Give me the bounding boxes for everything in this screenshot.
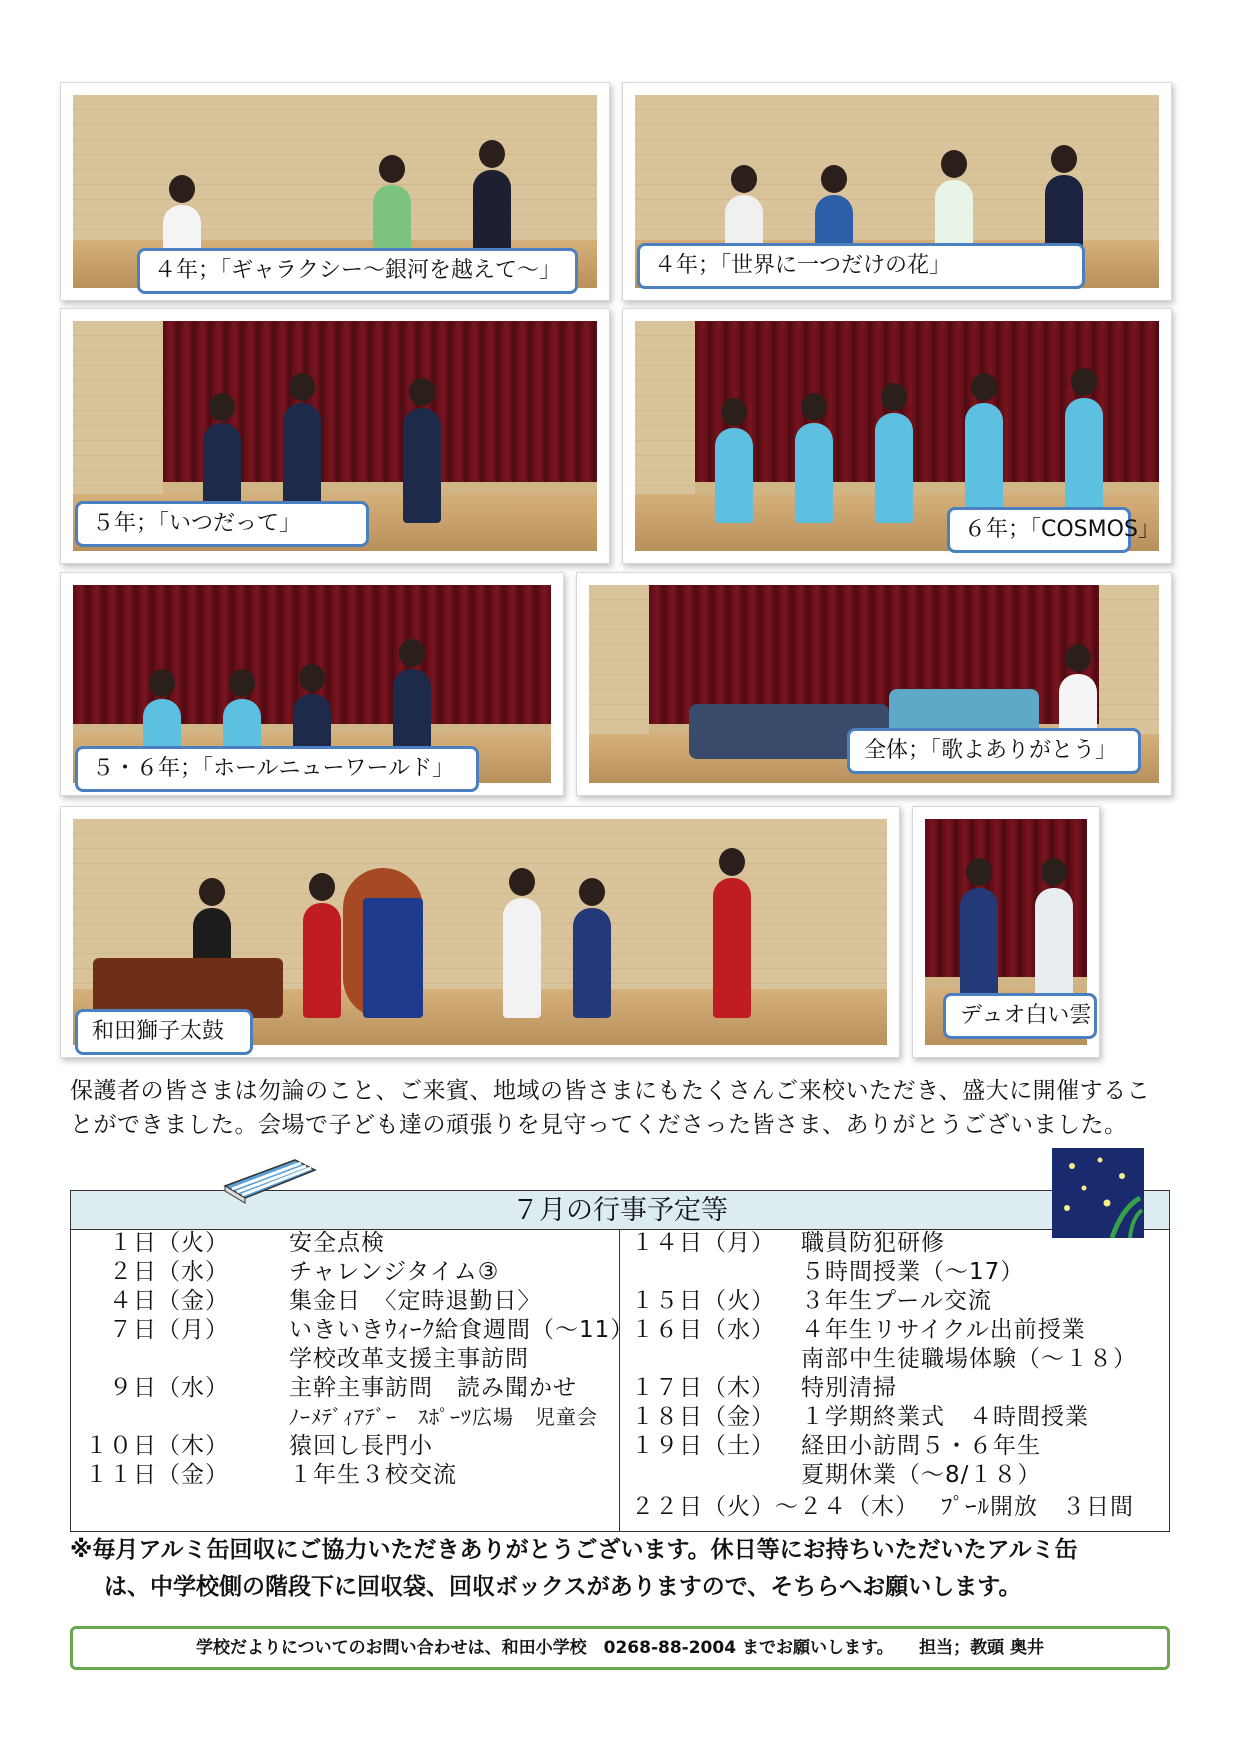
schedule-row [631, 1461, 1041, 1490]
schedule-row [109, 1345, 529, 1374]
schedule-event: ４年生リサイクル出前授業 [801, 1317, 1086, 1343]
schedule-event: 安全点検 [289, 1230, 385, 1256]
schedule-event: 主幹主事訪問 読み聞かせ [289, 1375, 577, 1401]
schedule-row [85, 1461, 457, 1490]
schedule-row [109, 1287, 542, 1316]
schedule-event: 職員防犯研修 [801, 1230, 945, 1256]
schedule-event: 学校改革支援主事訪問 [289, 1346, 529, 1372]
notice-line: ※毎月アルミ缶回収にご協力いただきありがとうございます。休日等にお持ちいただいたアルミ缶 [70, 1537, 1078, 1563]
schedule-date: １８日（金） [631, 1404, 775, 1430]
schedule-row [631, 1374, 897, 1403]
schedule-row [109, 1374, 577, 1403]
schedule-row [631, 1493, 1134, 1522]
photo-caption: ５・６年；「ホールニューワールド」 [75, 746, 479, 792]
schedule-event: ﾉｰﾒﾃﾞｨｱﾃﾞｰ ｽﾎﾟｰﾂ広場 児童会 [289, 1405, 598, 1429]
schedule-event: 猿回し長門小 [289, 1433, 433, 1459]
schedule-title: ７月の行事予定等 [71, 1191, 1169, 1230]
photo-duo-shiroikumo [912, 806, 1100, 1058]
contact-footer: 学校だよりについてのお問い合わせは、和田小学校 0268-88-2004 までお願いします。 担当；教頭 奥井 [70, 1626, 1170, 1670]
schedule-event: 夏期休業（～8/１８） [801, 1462, 1042, 1488]
schedule-date: ４日（金） [109, 1288, 229, 1314]
message-line: 保護者の皆さまは勿論のこと、ご来賓、地域の皆さまにもたくさんご来校いただき、盛大に開催するこ [70, 1078, 1151, 1104]
photo-caption: ５年；「いつだって」 [75, 501, 369, 547]
photo-grade6 [622, 308, 1172, 564]
schedule-date: ２日（水） [109, 1259, 229, 1285]
schedule-table [70, 1190, 1170, 1532]
schedule-row [109, 1258, 499, 1287]
photo-caption: ４年；「世界に一つだけの花」 [637, 243, 1085, 289]
photo-all-students [576, 572, 1172, 796]
notice-line: は、中学校側の階段下に回収袋、回収ボックスがありますので、そちらへお願いします。 [104, 1574, 1022, 1600]
schedule-row [631, 1432, 1041, 1461]
schedule-row [631, 1229, 945, 1258]
schedule-date: １１日（金） [85, 1462, 229, 1488]
pool-lanes-icon [215, 1156, 320, 1204]
photo-grade5 [60, 308, 610, 564]
schedule-event: ﾌﾟｰﾙ開放 ３日間 [941, 1494, 1134, 1520]
recycling-notice [70, 1532, 1180, 1606]
schedule-date: １７日（木） [631, 1375, 775, 1401]
schedule-event: 経田小訪問５・６年生 [801, 1433, 1041, 1459]
schedule-event: いきいきｳｨｰｸ給食週間（～11） [289, 1317, 635, 1343]
schedule-row [631, 1345, 1137, 1374]
schedule-row [109, 1403, 598, 1432]
photo-grade4-galaxy [60, 82, 610, 301]
photo-grade4-flower [622, 82, 1172, 301]
photo-wada-taiko [60, 806, 900, 1058]
schedule-date: １日（火） [109, 1230, 229, 1256]
schedule-event: チャレンジタイム③ [289, 1259, 500, 1285]
schedule-event: 集金日 〈定時退勤日〉 [289, 1288, 542, 1314]
closing-message [70, 1074, 1180, 1142]
photo-caption: ６年；「COSMOS」 [947, 507, 1131, 553]
schedule-row [631, 1403, 1089, 1432]
schedule-date: ２２日（火）～２４（木） [631, 1494, 919, 1520]
schedule-row [631, 1287, 992, 1316]
schedule-date: １６日（水） [631, 1317, 775, 1343]
schedule-left-column [71, 1229, 635, 1531]
schedule-date: ９日（水） [109, 1375, 229, 1401]
schedule-row [109, 1229, 385, 1258]
schedule-row [631, 1258, 1024, 1287]
firefly-night-icon [1052, 1148, 1144, 1238]
photo-caption: ４年；「ギャラクシー～銀河を越えて～」 [137, 248, 578, 294]
schedule-date: １４日（月） [631, 1230, 775, 1256]
message-line: とができました。会場で子ども達の頑張りを見守ってくださった皆さま、ありがとうございました。 [70, 1112, 1128, 1138]
schedule-date: ７日（月） [109, 1317, 229, 1343]
schedule-date: １９日（土） [631, 1433, 775, 1459]
schedule-event: １年生３校交流 [289, 1462, 457, 1488]
schedule-event: １学期終業式 ４時間授業 [801, 1404, 1089, 1430]
schedule-row [109, 1316, 634, 1345]
schedule-date: １０日（木） [85, 1433, 229, 1459]
photo-caption: 全体；「歌よありがとう」 [847, 728, 1141, 774]
schedule-date: １５日（火） [631, 1288, 775, 1314]
schedule-event: 南部中生徒職場体験（～１８） [801, 1346, 1137, 1372]
schedule-event: ３年生プール交流 [801, 1288, 992, 1314]
schedule-event: 特別清掃 [801, 1375, 897, 1401]
schedule-right-column [621, 1229, 1169, 1531]
photo-caption: 和田獅子太鼓 [75, 1009, 253, 1055]
schedule-event: ５時間授業（～17） [801, 1259, 1025, 1285]
schedule-row [631, 1316, 1086, 1345]
photo-caption: デュオ白い雲 [943, 993, 1097, 1039]
schedule-row [85, 1432, 433, 1461]
photo-grade56-band [60, 572, 564, 796]
